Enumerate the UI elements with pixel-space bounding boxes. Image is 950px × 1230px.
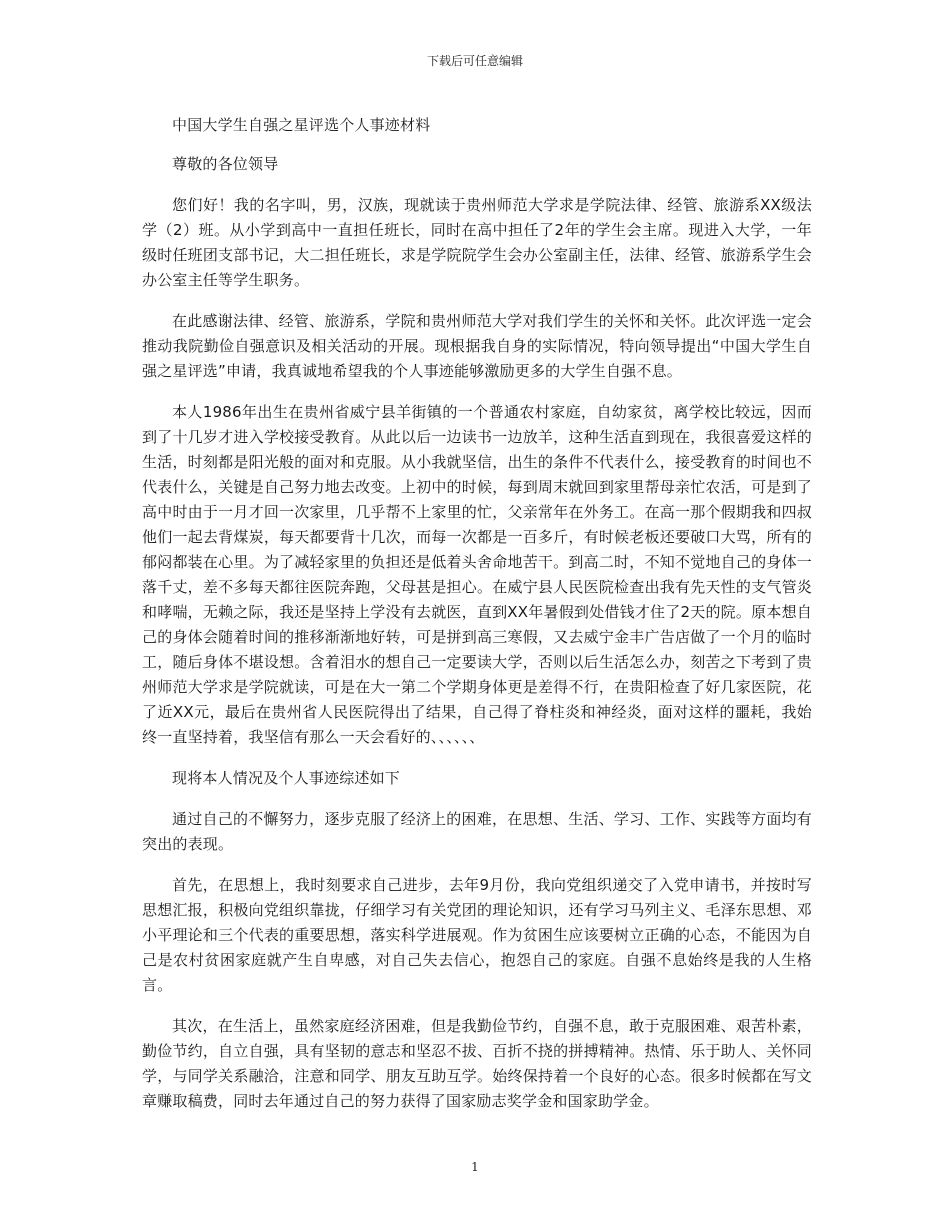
page-number: 1 — [471, 1160, 479, 1174]
document-body — [142, 113, 812, 1130]
page-header: 下载后可任意编辑 — [426, 54, 523, 68]
paragraph-ideology: 首先，在思想上，我时刻要求自己进步，去年9月份，我向党组织递交了入党申请书，并按时写思想汇报，积极向党组织靠拢，仔细学习有关党团的理论知识，还有学习马列主义、毛泽东思想、邓小平理论和三个代表的重要思想，落实科学进展观。作为贫困生应该要树立正确的心态，不能因为自己是农村贫困家庭就产生自卑感，对自己失去信心，抱怨自己的家庭。自强不息始终是我的人生格言。 — [142, 876, 812, 994]
paragraph-overview: 通过自己的不懈努力，逐步克服了经济上的困难，在思想、生活、学习、工作、实践等方面均有突出的表现。 — [142, 810, 812, 853]
paragraph-summary-heading: 现将本人情况及个人事迹综述如下 — [172, 769, 401, 787]
paragraph-thanks: 在此感谢法律、经管、旅游系，学院和贵州师范大学对我们学生的关怀和关怀。此次评选一定会推动我院勤俭自强意识及相关活动的开展。现根据我自身的实际情况，特向领导提出“中国大学生自强之星评选”申请，我真诚地希望我的个人事迹能够激励更多的大学生自强不息。 — [142, 312, 812, 380]
paragraph-intro: 您们好！我的名字叫，男，汉族，现就读于贵州师范大学求是学院法律、经管、旅游系XX级法学（2）班。从小学到高中一直担任班长，同时在高中担任了2年的学生会主席。现进入大学，一年级时任班团支部书记，大二担任班长，求是学院院学生会办公室副主任，法律、经管、旅游系学生会办公室主任等学生职务。 — [142, 196, 812, 289]
document-title: 中国大学生自强之星评选个人事迹材料 — [172, 116, 431, 134]
salutation: 尊敬的各位领导 — [172, 155, 279, 173]
paragraph-life: 其次，在生活上，虽然家庭经济困难，但是我勤俭节约，自强不息，敢于克服困难、艰苦朴素，勤俭节约，自立自强，具有坚韧的意志和坚忍不拔、百折不挠的拼搏精神。热情、乐于助人、关怀同学，与同学关系融洽，注意和同学、朋友互助互学。始终保持着一个良好的心态。很多时候都在写文章赚取稿费，同时去年通过自己的努力获得了国家励志奖学金和国家助学金。 — [142, 1017, 812, 1110]
paragraph-background: 本人1986年出生在贵州省威宁县羊街镇的一个普通农村家庭，自幼家贫，离学校比较远，因而到了十几岁才进入学校接受教育。从此以后一边读书一边放羊，这种生活直到现在，我很喜爱这样的生活，时刻都是阳光般的面对和克服。从小我就坚信，出生的条件不代表什么，接受教育的时间也不代表什么，关键是自己努力地去改变。上初中的时候，每到周末就回到家里帮母亲忙农活，可是到了高中时由于一月才回一次家里，几乎帮不上家里的忙，父亲常年在外务工。在高一那个假期我和四叔他们一起去背煤炭，每天都要背十几次，而每一次都是一百多斤，有时候老板还要破口大骂，所有的郁闷都装在心里。为了减轻家里的负担还是低着头舍命地苦干。到高二时，不知不觉地自己的身体一落千丈，差不多每天都往医院奔跑，父母甚是担心。在威宁县人民医院检查出我有先天性的支气管炎和哮喘，无赖之际，我还是坚持上学没有去就医，直到XX年暑假到处借钱才住了2天的院。原本想自己的身体会随着时间的推移渐渐地好转，可是拼到高三寒假，又去威宁金丰广告店做了一个月的临时工，随后身体不堪设想。含着泪水的想自己一定要读大学，否则以后生活怎么办，刻苦之下考到了贵州师范大学求是学院就读，可是在大一第二个学期身体更是差得不行，在贵阳检查了好几家医院，花了近XX元，最后在贵州省人民医院得出了结果，自己得了脊柱炎和神经炎，面对这样的噩耗，我始终一直坚持着，我坚信有那么一天会看好的、、、、、、 — [142, 403, 812, 746]
